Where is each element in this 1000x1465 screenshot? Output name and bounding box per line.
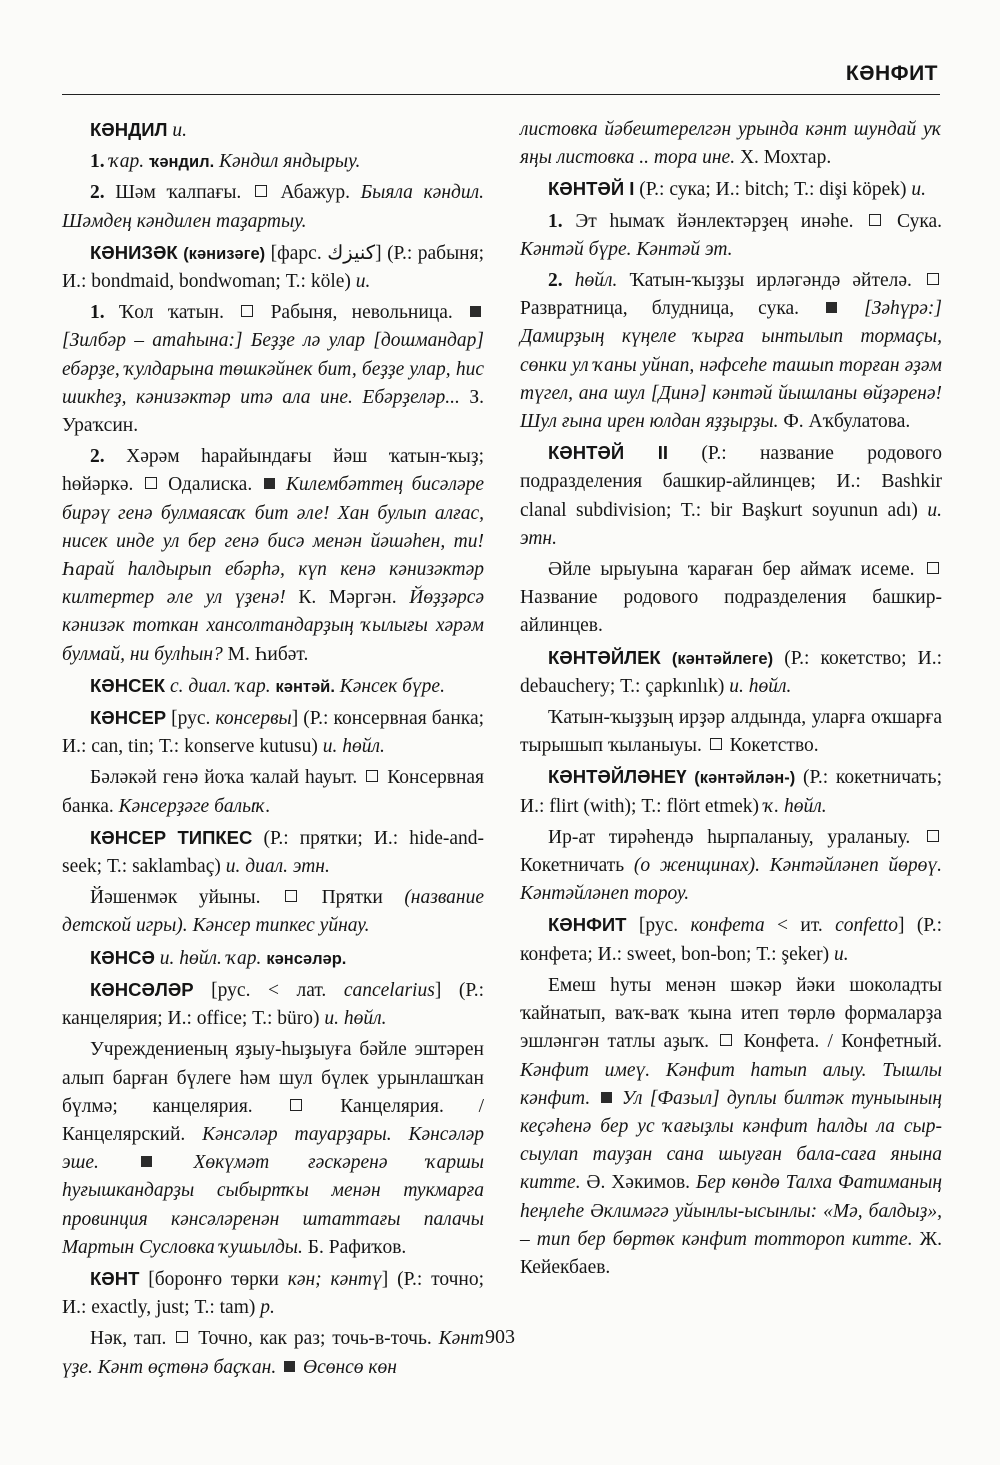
header-rule [62, 94, 940, 95]
entry-kanser-tipkes: КӘНСЕР ТИПКЕС (Р.: прятки; И.: hide-and-seek; Т.: saklambaç) и. диал. этн. [62, 826, 484, 878]
entry-kantay-2: КӘНТӘЙ II (Р.: название родового подразделения башкир-айлинцев; И.: Bashkir clanal subdivision; Т.: bir Başkurt soyunun adı) и. этн. [520, 442, 942, 549]
entry-kantaylaneu: КӘНТӘЙЛӘНЕҮ (кәнтәйлән-) (Р.: кокетничать; И.: flirt (with); Т.: flört etmek) ҡ. һөйл. [520, 766, 942, 817]
sense: Йәшенмәк уйыны. Прятки (название детской игры). Кәнсер типкес уйнау. [62, 887, 484, 937]
entry-kant: КӘНТ [боронғо төрки кән; кәнтү] (Р.: точно; И.: exactly, just; Т.: tam) р. [62, 1267, 485, 1319]
sense: Әйле ырыуына ҡараған бер аймаҡ исеме. Название родового подразделения башкир-айлинцев. [520, 559, 942, 637]
quote-square-icon [470, 306, 481, 317]
quote-square-icon [284, 1361, 295, 1372]
page-number: 903 [485, 1326, 515, 1348]
translation-square-icon [290, 1099, 302, 1111]
translation-square-icon [927, 562, 939, 574]
translation-square-icon [927, 830, 939, 842]
sense: 1. ҡар. ҡәндил. Кәндил яндырыу. [90, 151, 361, 173]
entry-kandil: КӘНДИЛ и. [90, 119, 188, 141]
translation-square-icon [285, 890, 297, 902]
sense: Бәләкәй генә йоҡа ҡалай һауыт. Консервная банка. Кәнсерҙәге балыҡ. [62, 767, 485, 817]
sense: 1. Эт һымаҡ йәнлектәрҙең инәһе. Сука. Кәнтәй бүре. Кәнтәй эт. [520, 210, 943, 260]
sense: Нәк, тап. Точно, как раз; точь-в-точь. Кәнт үҙе. Кәнт өҫтөнә баҫҡан. Өсөнсө көн [62, 1328, 485, 1378]
sense: Емеш һуты менән шәкәр йәки шоколадты ҡайнатып, ваҡ-ваҡ ҡына итеп төрлө формаларҙа эшләнгән татлы аҙыҡ. Конфета. / Конфетный. Кәнфит имеү. Кәнфит һатып алыу. Тышлы кәнфит. Ул [Фазыл] дуплы билтәк туныының кеҫәһенә бер ус ҡағыҙлы кәнфит һалды ла сыр-сыулап тауҙан сана шыуған бала-саға янына китте. Ә. Хәкимов. Бер көндө Талха Фатиманың һеңлеһе Әклимәгә уйынлы-ысынлы: «Мә, балдыҙ», – тип бер бөртөк кәнфит тоттороп китте. Ж. Кейекбаев. [520, 974, 943, 1278]
running-head: КӘНФИТ [845, 62, 938, 85]
sense: 2. һөйл. Ҡатын-ҡыҙҙы ирләгәндә әйтелә. Развратница, блудница, сука. [Зәһүрә:] Дамирҙың күңеле ҡырға ынтылып тормаҫы, сөнки ул ҡаны уйнап, нәфсеһе ташып торған әҙәм түгел, ана шул [Динә] кәнтәй йышланы өйҙәренә! Шул ғына ирен юлдан яҙҙырҙы. Ф. Аҡбулатова. [520, 270, 942, 433]
quote-continuation: листовка йәбештерелгән урында кәнт шундай уҡ яңы листовка .. тора ине. Х. Мохтар. [520, 119, 942, 169]
quote-square-icon [826, 302, 837, 313]
entry-kansek: КӘНСЕК с. диал. ҡар. кәнтәй. Кәнсек бүре. [90, 674, 445, 697]
translation-square-icon [366, 770, 378, 782]
entry-kantay-1: КӘНТӘЙ I (Р.: сука; И.: bitch; Т.: dişi köpek) и. [548, 178, 926, 201]
quote-square-icon [601, 1092, 612, 1103]
arabic-etymon: كنيزك [327, 242, 376, 264]
sense: 2. Хәрәм һарайындағы йәш ҡатын-ҡыҙ; һөйәркә. Одалиска. Килембәттең бисәләре бирәү генә булмаясаҡ бит әле! Хан булып алғас, нисек инде ул бер генә бисә менән йәшәһен, ти! Һарай һалдырып ебәрһә, күп кенә кәнизәктәр килтертер әле ул үҙенә! К. Мәргән. Йөҙҙәрсә кәнизәк тоткан хансолтандарҙың ҡылығы хәрәм булмай, ни булһын? М. Һибәт. [62, 446, 485, 665]
entry-kansalar: КӘНСӘЛӘР [рус. < лат. cancelarius] (Р.: канцелярия; И.: office; Т.: büro) и. һөйл. [62, 978, 485, 1030]
translation-square-icon [145, 477, 157, 489]
left-column [62, 116, 484, 1385]
quote-square-icon [141, 1156, 152, 1167]
sense: Учреждениеның яҙыу-һыҙыуға бәйле эштәрен алып барған бүлеге һәм шул бүлек урынлашҡан бүлмә; канцелярия. Канцелярия. / Канцелярский. Кәнсәләр тауарҙары. Кәнсәләр эше. Хөкүмәт ғәскәренә ҡаршы һуғышкандарҙы сыбыртҡы менән тукмарға провинция кәнсәләренән штаттағы палачы Мартын Сусловка ҡушылды. Б. Рафиҡов. [62, 1039, 485, 1258]
entry-kanser: КӘНСЕР [рус. консервы] (Р.: консервная банка; И.: can, tin; Т.: konserve kutusu) и. һөйл. [62, 707, 485, 758]
sense: 1. Ҡол ҡатын. Рабыня, невольница. [Зилбәр – атаһына:] Беҙҙе лә улар [дошмандар] ебәрҙе, ҡулдарына төшкәйнек бит, беҙҙе улар, һис шикһеҙ, кәнизәктәр итә ала ине. Ебәрҙеләр... З. Ураҡсин. [62, 302, 485, 437]
translation-square-icon [241, 305, 253, 317]
sense: Ҡатын-ҡыҙҙың ирҙәр алдында, уларға оҡшарға тырышып ҡыланыуы. Кокетство. [520, 707, 942, 757]
translation-square-icon [927, 273, 939, 285]
entry-kanfit: КӘНФИТ [рус. конфета < ит. confetto] (Р.: конфета; И.: sweet, bon-bon; Т.: şeker) и. [520, 914, 943, 965]
sense: Ир-ат тирәһендә һырпаланыу, ураланыу. Кокетничать (о женщинах). Кәнтәйләнеп йөрөү. Кәнтәйләнеп тороу. [520, 826, 943, 905]
sense: 2. Шәм ҡалпағы. Абажур. Быяла кәндил. Шәмдең кәндилен таҙартыу. [62, 182, 484, 232]
translation-square-icon [720, 1034, 732, 1046]
translation-square-icon [869, 214, 881, 226]
entry-kansa: КӘНСӘ и. һөйл. ҡар. кәнсәләр. [90, 946, 347, 969]
entry-kantaylek: КӘНТӘЙЛЕК (кәнтәйлеге) (Р.: кокетство; И.: debauchery; Т.: çapkınlık) и. һөйл. [520, 646, 943, 697]
translation-square-icon [255, 185, 267, 197]
right-column [520, 116, 942, 1285]
quote-square-icon [264, 478, 275, 489]
translation-square-icon [710, 738, 722, 750]
entry-kanizak: КӘНИЗӘК (кәнизәге) [фарс. كنيزك] (Р.: рабыня; И.: bondmaid, bondwoman; Т.: köle) и. [62, 241, 484, 293]
